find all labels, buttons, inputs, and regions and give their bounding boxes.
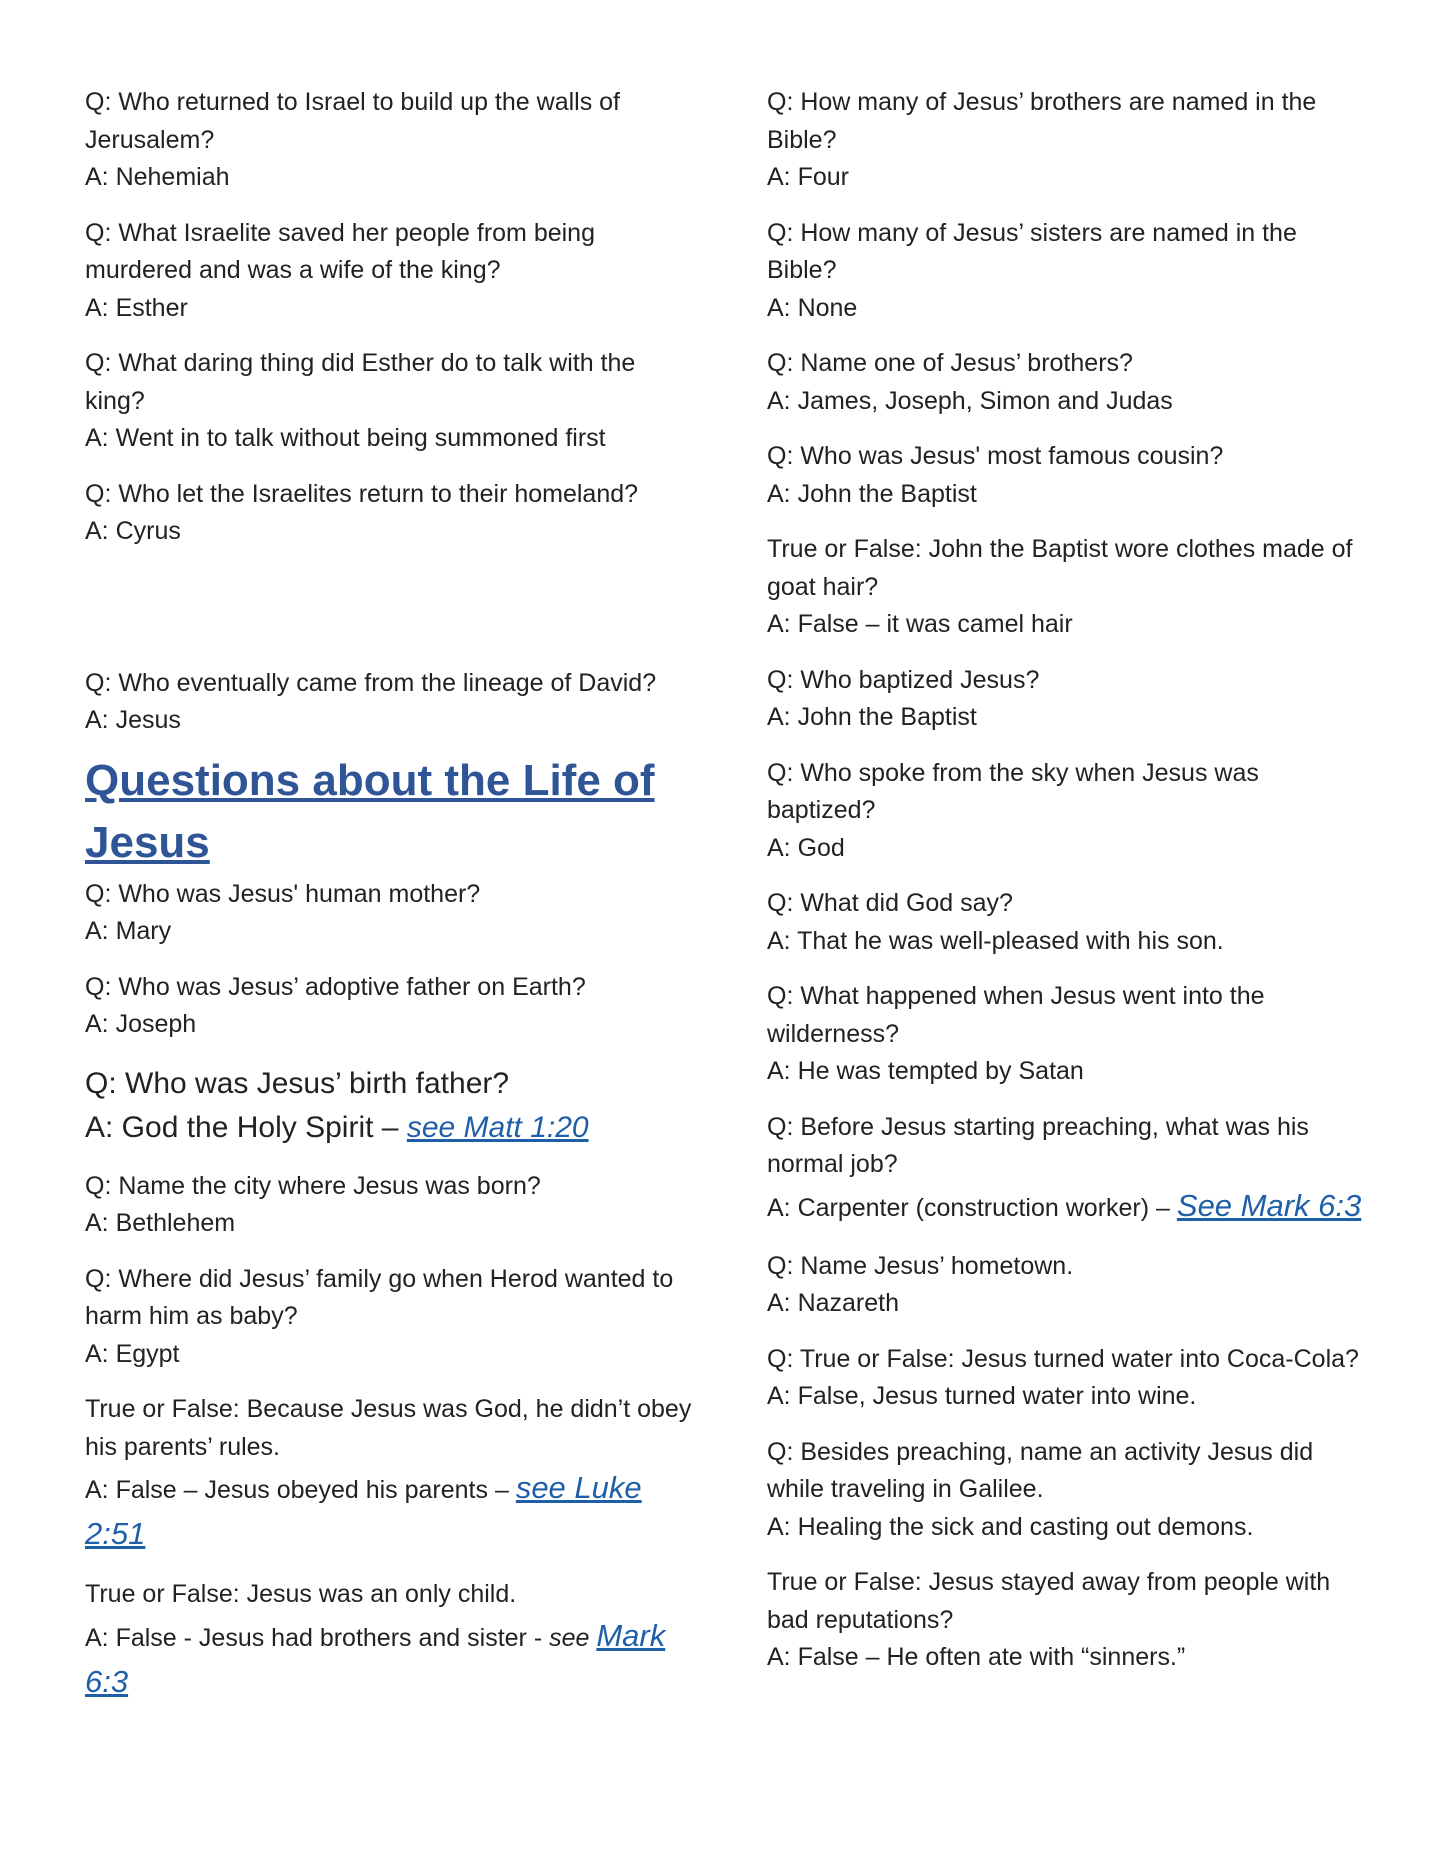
answer xyxy=(767,1184,1367,1230)
question: True or False: John the Baptist wore clothes made of goat hair? xyxy=(767,535,1353,601)
answer-text: A: False – Jesus obeyed his parents – xyxy=(85,1476,516,1504)
answer: A: He was tempted by Satan xyxy=(767,1057,1084,1085)
answer: A: That he was well-pleased with his son. xyxy=(767,926,1224,955)
answer-text: A: God the Holy Spirit – xyxy=(85,1110,407,1144)
answer: A: Healing the sick and casting out demons. xyxy=(767,1512,1254,1541)
scripture-link-mark-6-3[interactable]: Mark 6:3 xyxy=(85,1617,666,1699)
qa-item-birth-father xyxy=(85,1062,695,1150)
qa-item xyxy=(767,1434,1367,1547)
question: Q: Besides preaching, name an activity Jesus did while traveling in Galilee. xyxy=(767,1437,1314,1503)
question: Q: Who was Jesus' most famous cousin? xyxy=(767,442,1224,470)
scripture-link-matt-1-20[interactable]: see Matt 1:20 xyxy=(406,1110,589,1144)
answer: A: Went in to talk without being summoned first xyxy=(85,424,606,452)
answer xyxy=(85,1466,695,1558)
qa-item xyxy=(767,215,1367,328)
qa-item xyxy=(767,662,1367,737)
qa-item xyxy=(85,476,695,551)
question: Q: Where did Jesus’ family go when Herod wanted to harm him as baby? xyxy=(85,1264,674,1330)
answer-text: A: False - Jesus had brothers and sister - xyxy=(85,1623,550,1652)
answer: A: Joseph xyxy=(85,1010,197,1038)
answer: A: Four xyxy=(767,163,849,191)
section-heading-wrap xyxy=(85,750,695,874)
qa-item xyxy=(85,345,695,458)
question: Q: Name Jesus’ hometown. xyxy=(767,1251,1074,1280)
answer: A: False, Jesus turned water into wine. xyxy=(767,1382,1197,1410)
question: Q: Who spoke from the sky when Jesus was baptized? xyxy=(767,758,1259,824)
question: True or False: Because Jesus was God, he didn’t obey his parents’ rules. xyxy=(85,1395,692,1461)
question: Q: How many of Jesus’ brothers are named in the Bible? xyxy=(767,88,1317,154)
answer: A: None xyxy=(767,293,858,322)
section-heading: Questions about the Life of Jesus xyxy=(85,755,655,867)
qa-item xyxy=(767,84,1367,197)
see-text: see xyxy=(549,1623,597,1652)
answer: A: John the Baptist xyxy=(767,479,977,508)
question: Q: Who returned to Israel to build up the walls of Jerusalem? xyxy=(85,88,620,154)
qa-item xyxy=(767,885,1367,960)
question: Q: Who let the Israelites return to their homeland? xyxy=(85,479,639,508)
qa-item xyxy=(767,978,1367,1091)
answer: A: God xyxy=(767,833,845,862)
qa-item xyxy=(85,876,695,951)
qa-item xyxy=(85,969,695,1044)
question: Q: What did God say? xyxy=(767,889,1013,917)
question: Q: Who eventually came from the lineage of David? xyxy=(85,668,657,697)
question: Q: Name one of Jesus’ brothers? xyxy=(767,349,1133,377)
scripture-link-mark-6-3[interactable]: See Mark 6:3 xyxy=(1176,1187,1362,1223)
question: Q: Who was Jesus’ adoptive father on Earth? xyxy=(85,972,586,1001)
qa-item-carpenter xyxy=(767,1109,1367,1230)
question: Q: What daring thing did Esther do to talk with the king? xyxy=(85,349,636,415)
qa-item xyxy=(85,84,695,197)
question: True or False: Jesus was an only child. xyxy=(85,1580,517,1608)
qa-item xyxy=(767,1564,1367,1677)
qa-item-obey xyxy=(85,1391,695,1558)
spacer xyxy=(85,569,695,665)
answer: A: False – it was camel hair xyxy=(767,610,1073,638)
answer: A: False – He often ate with “sinners.” xyxy=(767,1643,1186,1671)
question: Q: Name the city where Jesus was born? xyxy=(85,1171,541,1200)
answer: A: Nazareth xyxy=(767,1289,900,1317)
question: Q: How many of Jesus’ sisters are named in the Bible? xyxy=(767,218,1297,284)
question: Q: Who baptized Jesus? xyxy=(767,665,1040,694)
answer: A: Bethlehem xyxy=(85,1209,236,1237)
answer: A: John the Baptist xyxy=(767,703,977,731)
qa-item xyxy=(85,215,695,328)
answer-text: A: Carpenter (construction worker) – xyxy=(767,1193,1177,1222)
answer: A: Jesus xyxy=(85,706,181,734)
qa-item xyxy=(767,345,1367,420)
qa-item xyxy=(767,531,1367,644)
qa-item xyxy=(767,1248,1367,1323)
question: Q: What Israelite saved her people from being murdered and was a wife of the king? xyxy=(85,218,595,284)
left-column xyxy=(85,84,695,1724)
qa-item xyxy=(767,438,1367,513)
answer: A: Nehemiah xyxy=(85,163,230,191)
qa-item-only-child xyxy=(85,1576,695,1706)
answer xyxy=(85,1614,695,1706)
answer: A: Esther xyxy=(85,293,188,322)
question: Q: Who was Jesus’ birth father? xyxy=(85,1066,510,1100)
right-column xyxy=(767,84,1367,1695)
answer: A: Cyrus xyxy=(85,517,181,545)
question: Q: True or False: Jesus turned water into Coca-Cola? xyxy=(767,1344,1359,1373)
answer: A: Mary xyxy=(85,917,172,945)
answer: A: James, Joseph, Simon and Judas xyxy=(767,386,1173,415)
qa-item xyxy=(767,1341,1367,1416)
question: Q: Who was Jesus' human mother? xyxy=(85,879,481,908)
answer: A: Egypt xyxy=(85,1339,180,1368)
answer xyxy=(85,1106,695,1150)
scripture-link-luke-2-51[interactable]: see Luke 2:51 xyxy=(85,1470,642,1551)
question: Q: What happened when Jesus went into the wilderness? xyxy=(767,982,1265,1048)
question: Q: Before Jesus starting preaching, what was his normal job? xyxy=(767,1112,1309,1178)
question: True or False: Jesus stayed away from people with bad reputations? xyxy=(767,1568,1331,1634)
qa-item xyxy=(85,1168,695,1243)
qa-item xyxy=(85,1261,695,1374)
qa-item xyxy=(85,665,695,740)
qa-item xyxy=(767,755,1367,868)
